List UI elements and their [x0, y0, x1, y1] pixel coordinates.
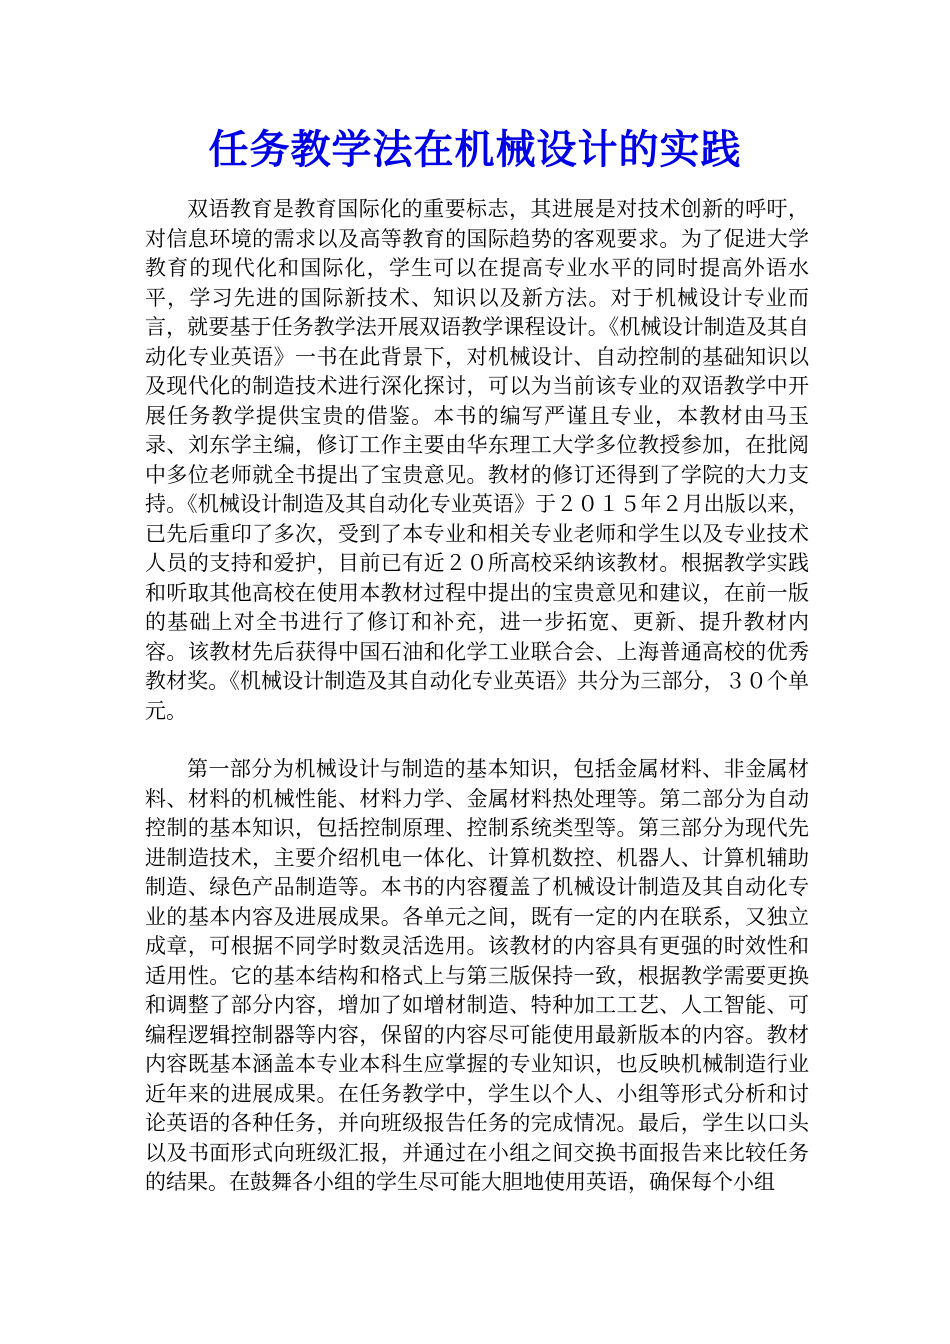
document-title: 任务教学法在机械设计的实践	[208, 126, 742, 173]
body-paragraph-2: 第一部分为机械设计与制造的基本知识，包括金属材料、非金属材料、材料的机械性能、材料力学、金属材料热处理等。第二部分为自动控制的基本知识，包括控制原理、控制系统类型等。第三部分为现代先进制造技术，主要介绍机电一体化、计算机数控、机器人、计算机辅助制造、绿色产品制造等。本书的内容覆盖了机械设计制造及其自动化专业的基本内容及进展成果。各单元之间，既有一定的内在联系，又独立成章，可根据不同学时数灵活选用。该教材的内容具有更强的时效性和适用性。它的基本结构和格式上与第三版保持一致，根据教学需要更换和调整了部分内容，增加了如增材制造、特种加工工艺、人工智能、可编程逻辑控制器等内容，保留的内容尽可能使用最新版本的内容。教材内容既基本涵盖本专业本科生应掌握的专业知识，也反映机械制造行业近年来的进展成果。在任务教学中，学生以个人、小组等形式分析和讨论英语的各种任务，并向班级报告任务的完成情况。最后，学生以口头以及书面形式向班级汇报，并通过在小组之间交换书面报告来比较任务的结果。在鼓舞各小组的学生尽可能大胆地使用英语，确保每个小组	[145, 757, 809, 1194]
body-paragraph-1: 双语教育是教育国际化的重要标志，其进展是对技术创新的呼吁，对信息环境的需求以及高等教育的国际趋势的客观要求。为了促进大学教育的现代化和国际化，学生可以在提高专业水平的同时提高外语水平，学习先进的国际新技术、知识以及新方法。对于机械设计专业而言，就要基于任务教学法开展双语教学课程设计。《机械设计制造及其自动化专业英语》一书在此背景下，对机械设计、自动控制的基础知识以及现代化的制造技术进行深化探讨，可以为当前该专业的双语教学中开展任务教学提供宝贵的借鉴。本书的编写严谨且专业，本教材由马玉录、刘东学主编，修订工作主要由华东理工大学多位教授参加，在批阅中多位老师就全书提出了宝贵意见。教材的修订还得到了学院的大力支持。《机械设计制造及其自动化专业英语》于２０１５年２月出版以来，已先后重印了多次，受到了本专业和相关专业老师和学生以及专业技术人员的支持和爱护，目前已有近２０所高校采纳该教材。根据教学实践和听取其他高校在使用本教材过程中提出的宝贵意见和建议，在前一版的基础上对全书进行了修订和补充，进一步拓宽、更新、提升教材内容。该教材先后获得中国石油和化学工业联合会、上海普通高校的优秀教材奖。《机械设计制造及其自动化专业英语》共分为三部分，３０个单元。	[145, 197, 809, 723]
